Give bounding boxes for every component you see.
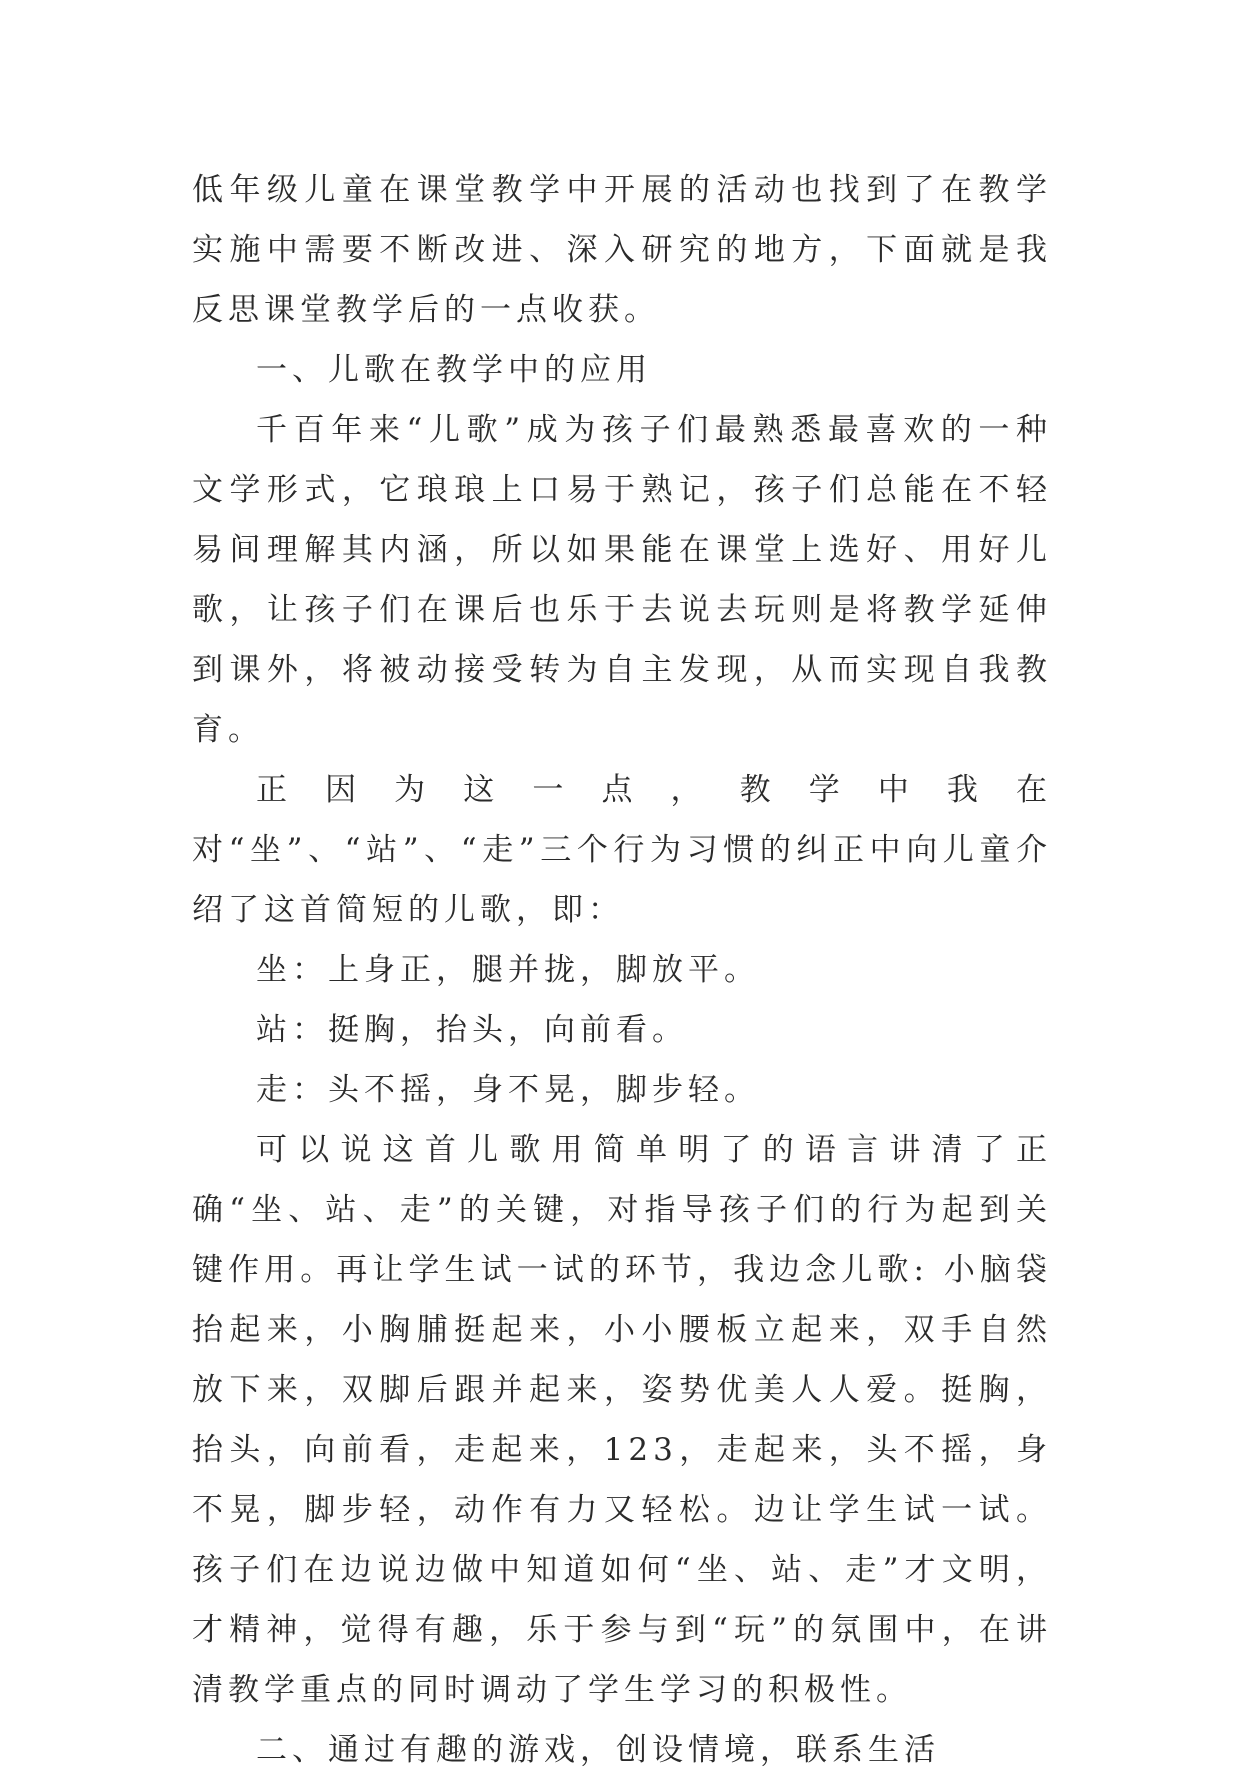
document-body bbox=[192, 160, 1052, 1780]
paragraph-nursery-rhymes: 千百年来“儿歌”成为孩子们最熟悉最喜欢的一种文学形式，它琅琅上口易于熟记，孩子们总能在不轻易间理解其内涵，所以如果能在课堂上选好、用好儿歌，让孩子们在课后也乐于去说去玩则是将教学延伸到课外，将被动接受转为自主发现，从而实现自我教育。 bbox=[192, 412, 1052, 748]
rhyme-line-walk: 走：头不摇，身不晃，脚步轻。 bbox=[256, 1072, 760, 1108]
section-heading-2: 二、通过有趣的游戏，创设情境，联系生活 bbox=[256, 1732, 940, 1768]
paragraph-continuation: 低年级儿童在课堂教学中开展的活动也找到了在教学实施中需要不断改进、深入研究的地方，下面就是我反思课堂教学后的一点收获。 bbox=[192, 172, 1052, 328]
paragraph-analysis: 可以说这首儿歌用简单明了的语言讲清了正确“坐、站、走”的关键，对指导孩子们的行为起到关键作用。再让学生试一试的环节，我边念儿歌: 小脑袋抬起来，小胸脯挺起来，小小腰板立起来，双手自然放下来，双脚后跟并起来，姿势优美人人爱。挺胸，抬头，向前看，走起来，123，走起来，头不摇，身不晃，脚步轻，动作有力又轻松。边让学生试一试。孩子们在边说边做中知道如何“坐、站、走”才文明，才精神，觉得有趣，乐于参与到“玩”的氛围中，在讲清教学重点的同时调动了学生学习的积极性。 bbox=[192, 1132, 1052, 1708]
section-heading-1: 一、儿歌在教学中的应用 bbox=[256, 352, 652, 388]
paragraph-habits-intro: 正因为这一点，教学中我在对“坐”、“站”、“走”三个行为习惯的纠正中向儿童介绍了这首简短的儿歌，即： bbox=[192, 772, 1052, 928]
rhyme-line-sit: 坐：上身正，腿并拢，脚放平。 bbox=[256, 952, 760, 988]
rhyme-line-stand: 站：挺胸，抬头，向前看。 bbox=[256, 1012, 688, 1048]
